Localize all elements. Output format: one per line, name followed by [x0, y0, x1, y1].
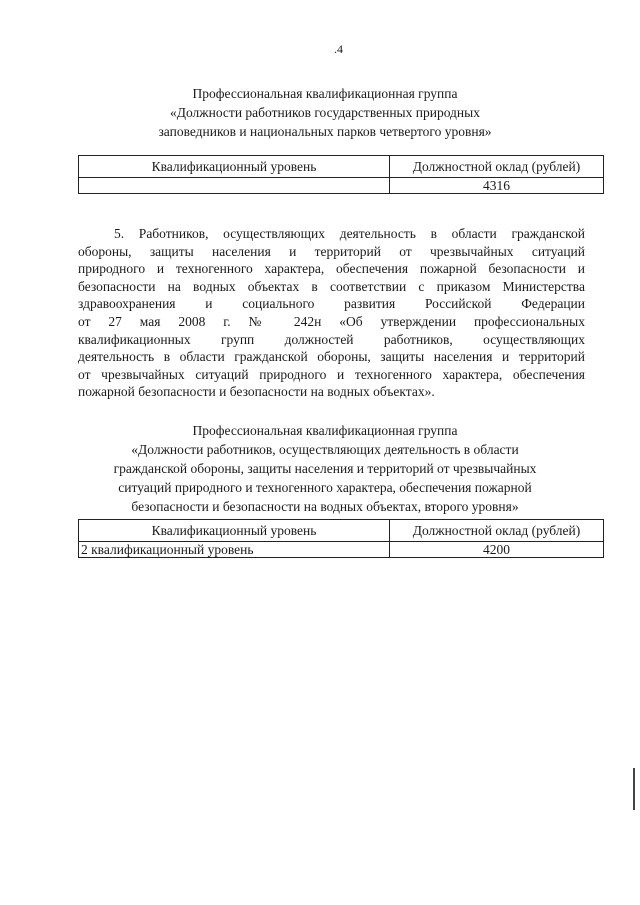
table-header-row	[79, 520, 604, 542]
header-qualification-level: Квалификационный уровень	[79, 156, 390, 178]
paragraph-line: природного и техногенного характера, обеспечения пожарной безопасности и	[78, 261, 585, 277]
margin-mark	[633, 768, 635, 810]
section1-salary-table	[78, 155, 604, 194]
header-salary: Должностной оклад (рублей)	[390, 156, 604, 178]
paragraph-line: безопасности на водных объектах в соответствии с приказом Министерства	[78, 278, 585, 294]
paragraph-line: пожарной безопасности и безопасности на водных объектах».	[78, 384, 435, 400]
section2-heading-line: безопасности и безопасности на водных объектах, второго уровня»	[131, 499, 519, 514]
section2-heading-line: ситуаций природного и техногенного характера, обеспечения пожарной	[118, 480, 532, 495]
paragraph-line: 5. Работников, осуществляющих деятельность в области гражданской	[114, 226, 585, 241]
section2-heading	[60, 421, 590, 516]
cell-salary: 4316	[390, 178, 604, 194]
paragraph-line: деятельность в области гражданской обороны, защиты населения и территорий	[78, 349, 585, 365]
paragraph-line: от 27 мая 2008 г. № 242н «Об утверждении профессиональных	[78, 313, 585, 329]
section2-heading-line: Профессиональная квалификационная группа	[192, 423, 458, 438]
section2-salary-table	[78, 519, 604, 558]
table-row	[79, 542, 604, 558]
paragraph-line: от чрезвычайных ситуаций природного и техногенного характера, обеспечения	[78, 366, 585, 382]
cell-salary: 4200	[390, 542, 604, 558]
header-qualification-level: Квалификационный уровень	[79, 520, 390, 542]
table-row	[79, 178, 604, 194]
paragraph-line: здравоохранения и социального развития Российской Федерации	[78, 296, 585, 312]
section1-heading-line: «Должности работников государственных природных	[170, 105, 480, 120]
page-number: .4	[334, 42, 343, 56]
section1-heading-line: Профессиональная квалификационная группа	[192, 86, 458, 101]
table-header-row	[79, 156, 604, 178]
section2-heading-line: «Должности работников, осуществляющих деятельность в области	[131, 442, 519, 457]
paragraph-line: квалификационных групп должностей работников, осуществляющих	[78, 331, 585, 347]
header-salary: Должностной оклад (рублей)	[390, 520, 604, 542]
section2-heading-line: гражданской обороны, защиты населения и территорий от чрезвычайных	[113, 461, 537, 476]
section1-heading-line: заповедников и национальных парков четвертого уровня»	[158, 124, 492, 139]
cell-level	[79, 178, 390, 194]
section1-heading	[60, 84, 590, 141]
cell-level: 2 квалификационный уровень	[79, 542, 390, 558]
paragraph-item-5	[78, 225, 585, 401]
paragraph-line: обороны, защиты населения и территорий от чрезвычайных ситуаций	[78, 243, 585, 259]
